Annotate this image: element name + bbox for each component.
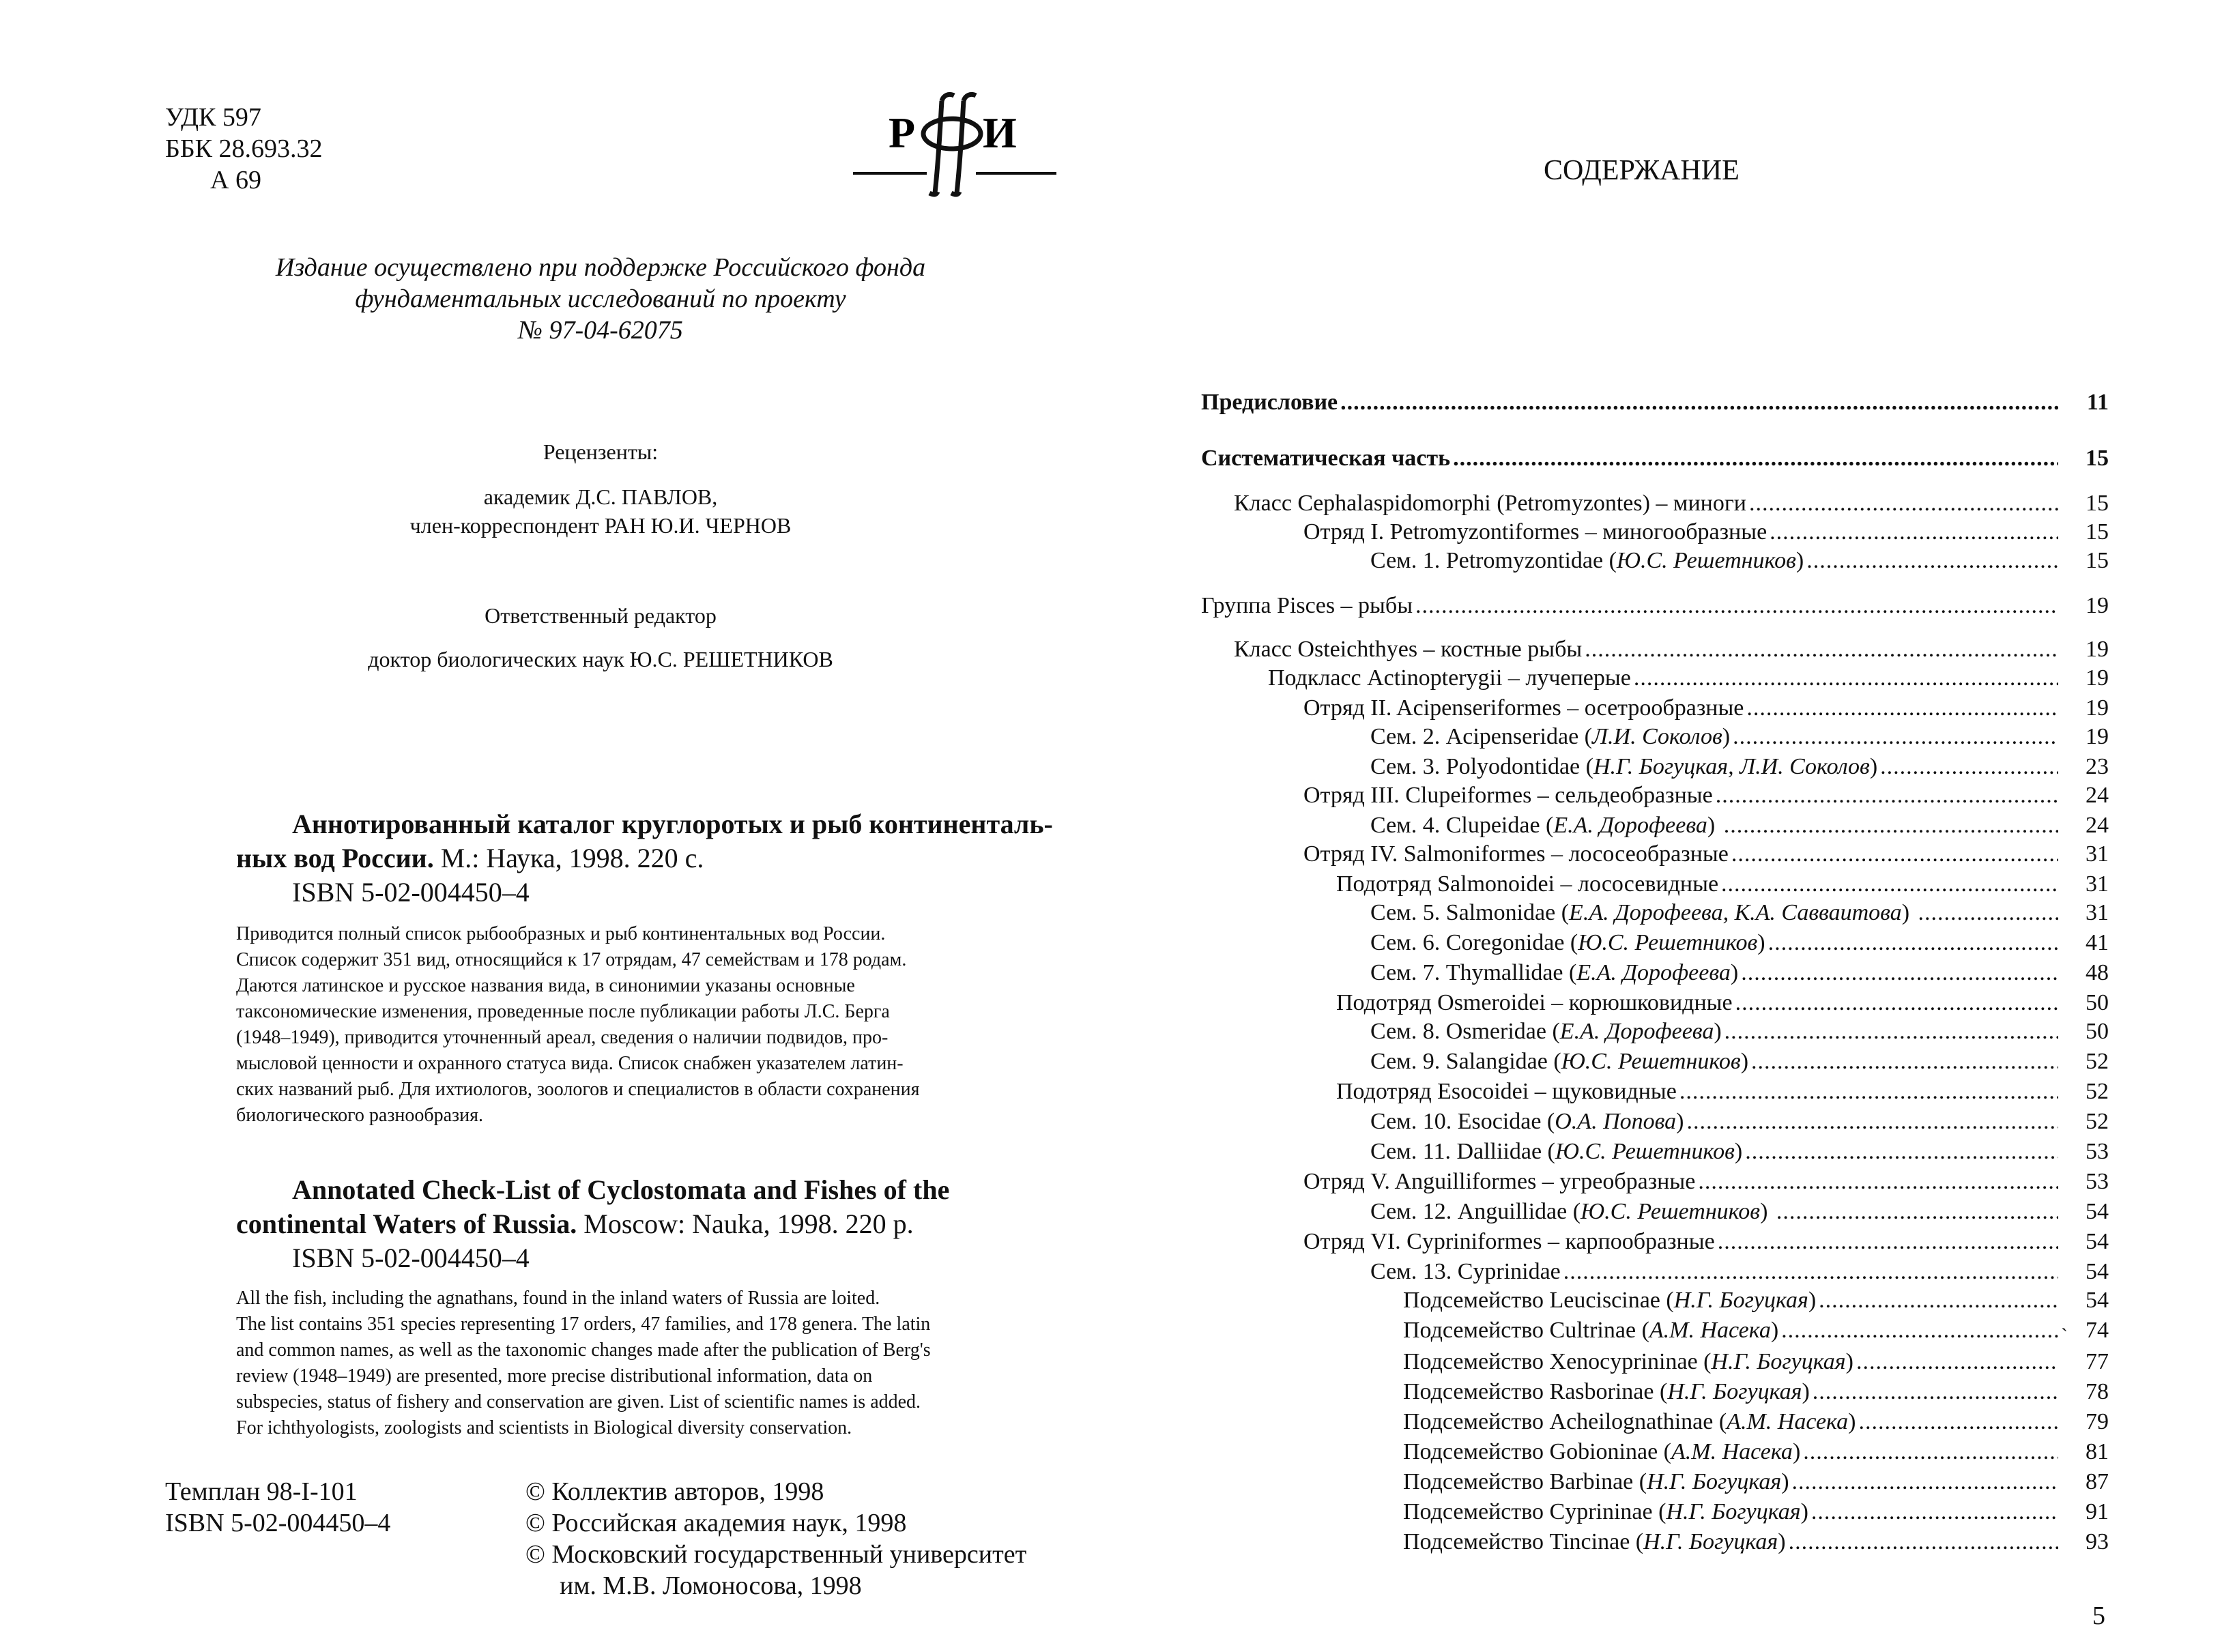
toc-entry-page: 50 (2086, 990, 2109, 1015)
toc-entry-label: Подсемейство Leuciscinae ( (1403, 1288, 1674, 1313)
toc-leader-dots (1731, 839, 2058, 869)
toc-leader-dots (1453, 444, 2058, 474)
toc-entry-label: Подсемейство Tincinae ( (1403, 1529, 1644, 1554)
toc-leader-dots (1724, 811, 2058, 841)
toc-leader-dots (1679, 1077, 2058, 1107)
toc-entry-tail: ) (1808, 1288, 1817, 1313)
ru-abstract-line: Список содержит 351 вид, относящийся к 17 отрядам, 47 семействам и 178 родам. (236, 949, 907, 970)
toc-entry-page: 19 (2086, 695, 2109, 721)
toc-entry-label: Сем. 3. Polyodontidae ( (1370, 754, 1593, 779)
toc-entry-page: 23 (2086, 754, 2109, 779)
toc-entry-label: Сем. 13. Cyprinidae (1370, 1259, 1561, 1284)
support-line-1: Издание осуществлено при поддержке Российского фонда (275, 253, 926, 282)
toc-entry-tail: ) (1770, 1318, 1779, 1343)
stray-mark: ` (2061, 1324, 2068, 1347)
toc-entry-page: 52 (2086, 1079, 2109, 1104)
toc-entry-label: Предисловие (1201, 390, 1338, 415)
toc-leader-dots (1751, 1047, 2058, 1077)
toc-entry-page: 31 (2086, 871, 2109, 897)
toc-entry-label: Сем. 1. Petromyzontidae ( (1370, 548, 1617, 573)
toc-entry-label: Подсемейство Acheilognathinae ( (1403, 1409, 1727, 1434)
toc-entry (1201, 1467, 2109, 1497)
toc-entry (1201, 958, 2109, 988)
ru-abstract-line: биологического разнообразия. (236, 1105, 483, 1126)
toc-entry-label: Сем. 9. Salangidae ( (1370, 1049, 1561, 1074)
toc-entry-tail: ) (1869, 754, 1878, 779)
toc-entry-page: 41 (2086, 930, 2109, 955)
toc-entry-tail: ) (1760, 1199, 1774, 1224)
copyright-4: им. М.В. Ломоносова, 1998 (560, 1571, 862, 1600)
logo-letter-r: Р (889, 108, 916, 157)
toc-entry-author: Н.Г. Богуцкая, Л.И. Соколов (1593, 754, 1870, 779)
en-title-rest: Moscow: Nauka, 1998. 220 p. (577, 1208, 914, 1239)
toc-entry-page: 31 (2086, 900, 2109, 925)
toc-entry-page: 81 (2086, 1439, 2109, 1464)
en-abstract-line: For ichthyologists, zoologists and scientists in Biological diversity conservation. (236, 1417, 852, 1438)
toc-leader-dots (1749, 489, 2058, 519)
ru-title-line2 (236, 843, 704, 873)
toc-entry (1201, 988, 2109, 1018)
toc-entry-label: Подсемейство Barbinae ( (1403, 1469, 1647, 1494)
toc-entry-label: Сем. 8. Osmeridae ( (1370, 1019, 1560, 1044)
toc-leader-dots (1415, 591, 2058, 621)
toc-entry-page: 52 (2086, 1049, 2109, 1074)
toc-entry-author: Е.А. Дорофеева (1576, 960, 1731, 985)
toc-entry-label: Отряд V. Anguilliformes – угреобразные (1303, 1169, 1696, 1194)
ru-title-bold: ных вод России. (236, 843, 434, 873)
toc-entry-author: Ю.С. Решетников (1555, 1139, 1735, 1164)
ru-isbn: ISBN 5-02-004450–4 (292, 877, 530, 908)
toc-entry (1201, 1197, 2109, 1227)
toc-entry (1201, 444, 2109, 474)
toc-entry-label: Сем. 7. Thymallidae ( (1370, 960, 1577, 985)
rffi-logo (846, 81, 1065, 203)
toc-entry-author: А.М. Насека (1727, 1409, 1849, 1434)
toc-leader-dots (1725, 1017, 2058, 1047)
toc-entry-label: Подотряд Esocoidei – щуковидные (1336, 1079, 1677, 1104)
toc-leader-dots (1792, 1467, 2058, 1497)
toc-entry (1201, 1286, 2109, 1316)
toc-entry (1201, 489, 2109, 519)
toc-entry-page: 24 (2086, 813, 2109, 838)
toc-entry-label: Класс Cephalaspidomorphi (Petromyzontes) – миноги (1234, 491, 1746, 516)
toc-entry-label: Подотряд Osmeroidei – корюшковидные (1336, 990, 1733, 1015)
toc-entry-page: 87 (2086, 1469, 2109, 1494)
toc-leader-dots (1718, 1227, 2058, 1257)
toc-entry-author: Н.Г. Богуцкая (1666, 1499, 1801, 1524)
copyright-1: © Коллектив авторов, 1998 (525, 1477, 824, 1506)
toc-entry (1201, 898, 2109, 928)
toc-entry-label: Подсемейство Xenocyprininae ( (1403, 1349, 1712, 1374)
toc-entry-label: Сем. 6. Coregonidae ( (1370, 930, 1578, 955)
toc-entry (1201, 1347, 2109, 1377)
toc-entry (1201, 1377, 2109, 1407)
toc-leader-dots (1813, 1377, 2058, 1407)
toc-entry (1201, 722, 2109, 752)
toc-entry-tail: ) (1676, 1109, 1684, 1134)
toc-entry-author: Н.Г. Богуцкая (1711, 1349, 1846, 1374)
ru-abstract-line: (1948–1949), приводится уточненный ареал, сведения о наличии подвидов, про- (236, 1027, 889, 1048)
toc-entry-page: 53 (2086, 1169, 2109, 1194)
toc-entry-page: 54 (2086, 1288, 2109, 1313)
copyright-2: © Российская академия наук, 1998 (525, 1509, 907, 1537)
toc-leader-dots (1819, 1286, 2058, 1316)
toc-entry-tail: ) (1778, 1529, 1786, 1554)
toc-entry-label: Сем. 11. Dalliidae ( (1370, 1139, 1555, 1164)
toc-entry (1201, 1017, 2109, 1047)
toc-entry-page: 11 (2086, 390, 2109, 415)
toc-entry (1201, 1227, 2109, 1257)
toc-entry-page: 54 (2086, 1229, 2109, 1254)
toc-leader-dots (1716, 781, 2058, 811)
toc-entry-label: Подотряд Salmonoidei – лососевидные (1336, 871, 1719, 897)
toc-leader-dots (1803, 1437, 2058, 1467)
toc-entry-tail: ) (1714, 1019, 1722, 1044)
ru-title-rest: М.: Наука, 1998. 220 с. (433, 843, 704, 873)
toc-entry (1201, 635, 2109, 665)
ru-title-line1: Аннотированный каталог круглоротых и рыб континенталь- (292, 809, 1053, 839)
ru-abstract-line: Даются латинское и русское названия вида, в синонимии указаны основные (236, 975, 855, 996)
toc-entry-page: 54 (2086, 1199, 2109, 1224)
toc-entry-page: 15 (2086, 446, 2109, 471)
toc-entry-author: Е.А. Дорофеева (1553, 813, 1707, 838)
reviewer-1: академик Д.С. ПАВЛОВ, (483, 484, 718, 509)
toc-entry-author: А.М. Насека (1671, 1439, 1793, 1464)
en-abstract-line: review (1948–1949) are presented, more precise distributional information, data on (236, 1365, 873, 1387)
toc-entry-label: Систематическая часть (1201, 446, 1451, 471)
toc-entry-label: Отряд VI. Cypriniformes – карпообразные (1303, 1229, 1715, 1254)
support-line-2: фундаментальных исследований по проекту (355, 285, 846, 313)
page-number: 5 (2092, 1602, 2105, 1630)
toc-leader-dots (1634, 663, 2058, 693)
en-isbn: ISBN 5-02-004450–4 (292, 1243, 530, 1273)
toc-entry-label: Подсемейство Gobioninae ( (1403, 1439, 1671, 1464)
toc-entry (1201, 928, 2109, 958)
toc-leader-dots (1776, 1197, 2058, 1227)
en-title-line1: Annotated Check-List of Cyclostomata and Fishes of the (292, 1174, 950, 1205)
author-mark: А 69 (210, 166, 261, 194)
toc-entry-page: 19 (2086, 637, 2109, 662)
toc-entry-page: 53 (2086, 1139, 2109, 1164)
toc-entry (1201, 591, 2109, 621)
toc-entry (1201, 781, 2109, 811)
toc-entry-page: 31 (2086, 841, 2109, 867)
toc-entry (1201, 1077, 2109, 1107)
toc-entry-page: 48 (2086, 960, 2109, 985)
toc-entry-author: Ю.С. Решетников (1581, 1199, 1761, 1224)
table-of-contents (1201, 388, 2109, 1589)
toc-leader-dots (1721, 869, 2058, 899)
toc-leader-dots (1585, 635, 2058, 665)
logo-letter-i: И (983, 108, 1017, 157)
toc-entry-tail: ) (1722, 724, 1731, 749)
toc-entry-page: 19 (2086, 593, 2109, 618)
toc-entry-author: Н.Г. Богуцкая (1667, 1379, 1802, 1404)
ru-abstract-line: ских названий рыб. Для ихтиологов, зоологов и специалистов в области сохранения (236, 1079, 920, 1100)
en-abstract-line: subspecies, status of fishery and conservation are given. List of scientific names is added. (236, 1391, 921, 1412)
toc-leader-dots (1768, 928, 2058, 958)
toc-leader-dots (1811, 1497, 2058, 1527)
support-line-3: № 97-04-62075 (518, 316, 683, 345)
toc-entry-author: Л.И. Соколов (1591, 724, 1722, 749)
editor-name: доктор биологических наук Ю.С. РЕШЕТНИКОВ (368, 647, 833, 671)
toc-entry-tail: ) (1800, 1499, 1808, 1524)
toc-entry-label: Сем. 12. Anguillidae ( (1370, 1199, 1581, 1224)
toc-entry-page: 50 (2086, 1019, 2109, 1044)
toc-entry-tail: ) (1740, 1049, 1749, 1074)
toc-entry-author: Н.Г. Богуцкая (1647, 1469, 1782, 1494)
toc-entry-tail: ) (1757, 930, 1765, 955)
toc-entry-label: Подсемейство Cultrinae ( (1403, 1318, 1649, 1343)
en-title-line2 (236, 1209, 914, 1239)
ru-abstract-line: мысловой ценности и охранного статуса вида. Список снабжен указателем латин- (236, 1053, 904, 1074)
ru-abstract-line: таксономические изменения, проведенные после публикации работы Л.С. Берга (236, 1001, 890, 1022)
toc-leader-dots (1745, 1137, 2058, 1167)
toc-entry (1201, 1137, 2109, 1167)
copyright-3: © Московский государственный университет (525, 1540, 1027, 1569)
toc-leader-dots (1686, 1107, 2058, 1137)
toc-leader-dots (1806, 546, 2058, 576)
templan: Темплан 98-I-101 (165, 1477, 358, 1506)
toc-entry-author: Ю.С. Решетников (1561, 1049, 1741, 1074)
toc-leader-dots (1746, 693, 2058, 723)
toc-entry-page: 15 (2086, 491, 2109, 516)
toc-entry-author: Е.А. Дорофеева (1559, 1019, 1714, 1044)
toc-leader-dots (1698, 1167, 2058, 1197)
toc-entry-author: Ю.С. Решетников (1578, 930, 1758, 955)
toc-entry-page: 15 (2086, 519, 2109, 545)
ru-abstract-line: Приводится полный список рыбообразных и рыб континентальных вод России. (236, 923, 886, 944)
toc-entry (1201, 546, 2109, 576)
toc-leader-dots (1789, 1527, 2058, 1557)
toc-entry (1201, 1257, 2109, 1287)
toc-leader-dots (1880, 752, 2058, 782)
toc-entry-label: Группа Pisces – рыбы (1201, 593, 1413, 618)
toc-entry-label: Подкласс Actinopterygii – лучеперые (1268, 665, 1631, 691)
toc-entry (1201, 1407, 2109, 1437)
ru-abstract (236, 921, 1082, 1129)
toc-entry-tail: ) (1707, 813, 1721, 838)
toc-entry-page: 93 (2086, 1529, 2109, 1554)
toc-leader-dots (1858, 1407, 2058, 1437)
toc-leader-dots (1741, 958, 2058, 988)
toc-leader-dots (1733, 722, 2058, 752)
toc-entry (1201, 1047, 2109, 1077)
toc-entry (1201, 1527, 2109, 1557)
toc-entry-label: Отряд IV. Salmoniformes – лососеобразные (1303, 841, 1729, 867)
bbk-code: ББК 28.693.32 (165, 134, 323, 163)
toc-entry-page: 15 (2086, 548, 2109, 573)
toc-entry-label: Отряд III. Clupeiformes – сельдеобразные (1303, 783, 1713, 808)
toc-leader-dots (1781, 1316, 2058, 1346)
toc-entry-author: А.М. Насека (1649, 1318, 1771, 1343)
toc-leader-dots (1340, 388, 2058, 418)
toc-leader-dots (1735, 988, 2058, 1018)
toc-title: СОДЕРЖАНИЕ (1544, 155, 1740, 186)
toc-entry-tail: ) (1802, 1379, 1810, 1404)
toc-entry-page: 79 (2086, 1409, 2109, 1434)
editor-label: Ответственный редактор (485, 603, 717, 628)
en-abstract-line: The list contains 351 species representing 17 orders, 47 families, and 178 genera. The latin (236, 1314, 931, 1335)
toc-entry-tail: ) (1848, 1409, 1856, 1434)
isbn-bottom: ISBN 5-02-004450–4 (165, 1509, 391, 1537)
toc-entry-page: 19 (2086, 724, 2109, 749)
toc-entry (1201, 693, 2109, 723)
toc-entry-author: Н.Г. Богуцкая (1643, 1529, 1778, 1554)
toc-leader-dots (1563, 1257, 2058, 1287)
toc-entry-page: 77 (2086, 1349, 2109, 1374)
toc-entry (1201, 1437, 2109, 1467)
en-abstract-line: and common names, as well as the taxonomic changes made after the publication of Berg's (236, 1339, 931, 1361)
toc-entry-label: Сем. 2. Acipenseridae ( (1370, 724, 1592, 749)
toc-entry-label: Подсемейство Rasborinae ( (1403, 1379, 1668, 1404)
toc-entry-tail: ) (1730, 960, 1739, 985)
toc-entry-label: Сем. 4. Clupeidae ( (1370, 813, 1554, 838)
toc-entry-page: 52 (2086, 1109, 2109, 1134)
toc-entry-tail: ) (1781, 1469, 1789, 1494)
toc-entry-label: Отряд I. Petromyzontiformes – миногообразные (1303, 519, 1768, 545)
toc-entry-page: 54 (2086, 1259, 2109, 1284)
toc-entry-page: 74 (2086, 1318, 2109, 1343)
toc-entry-tail: ) (1901, 900, 1916, 925)
toc-entry-tail: ) (1792, 1439, 1801, 1464)
en-abstract (236, 1286, 1082, 1441)
reviewers-label: Рецензенты: (543, 439, 659, 464)
toc-entry-page: 78 (2086, 1379, 2109, 1404)
toc-entry-page: 24 (2086, 783, 2109, 808)
toc-entry-label: Подсемейство Cyprininae ( (1403, 1499, 1666, 1524)
en-title-bold: continental Waters of Russia. (236, 1208, 577, 1239)
toc-entry (1201, 388, 2109, 418)
toc-entry-label: Сем. 5. Salmonidae ( (1370, 900, 1570, 925)
toc-entry (1201, 869, 2109, 899)
udk-code: УДК 597 (165, 103, 261, 132)
toc-entry-label: Отряд II. Acipenseriformes – осетрообразные (1303, 695, 1744, 721)
toc-entry (1201, 811, 2109, 841)
toc-entry-author: Е.А. Дорофеева, К.А. Савваитова (1569, 900, 1902, 925)
toc-entry (1201, 1497, 2109, 1527)
toc-entry-author: О.А. Попова (1555, 1109, 1677, 1134)
toc-entry (1201, 517, 2109, 547)
toc-entry-tail: ) (1795, 548, 1804, 573)
toc-entry (1201, 1316, 2109, 1346)
reviewer-2: член-корреспондент РАН Ю.И. ЧЕРНОВ (409, 513, 792, 538)
toc-entry (1201, 663, 2109, 693)
toc-entry (1201, 839, 2109, 869)
toc-leader-dots (1770, 517, 2058, 547)
toc-leader-dots (1918, 898, 2058, 928)
toc-entry (1201, 1167, 2109, 1197)
toc-entry-label: Сем. 10. Esocidae ( (1370, 1109, 1555, 1134)
toc-entry-tail: ) (1845, 1349, 1853, 1374)
toc-entry-page: 91 (2086, 1499, 2109, 1524)
toc-entry-author: Н.Г. Богуцкая (1673, 1288, 1808, 1313)
toc-entry-label: Класс Osteichthyes – костные рыбы (1234, 637, 1583, 662)
toc-entry (1201, 1107, 2109, 1137)
toc-entry (1201, 752, 2109, 782)
toc-entry-page: 19 (2086, 665, 2109, 691)
toc-entry-tail: ) (1734, 1139, 1743, 1164)
toc-entry-author: Ю.С. Решетников (1616, 548, 1796, 573)
toc-leader-dots (1856, 1347, 2058, 1377)
en-abstract-line: All the fish, including the agnathans, found in the inland waters of Russia are loited. (236, 1288, 880, 1309)
